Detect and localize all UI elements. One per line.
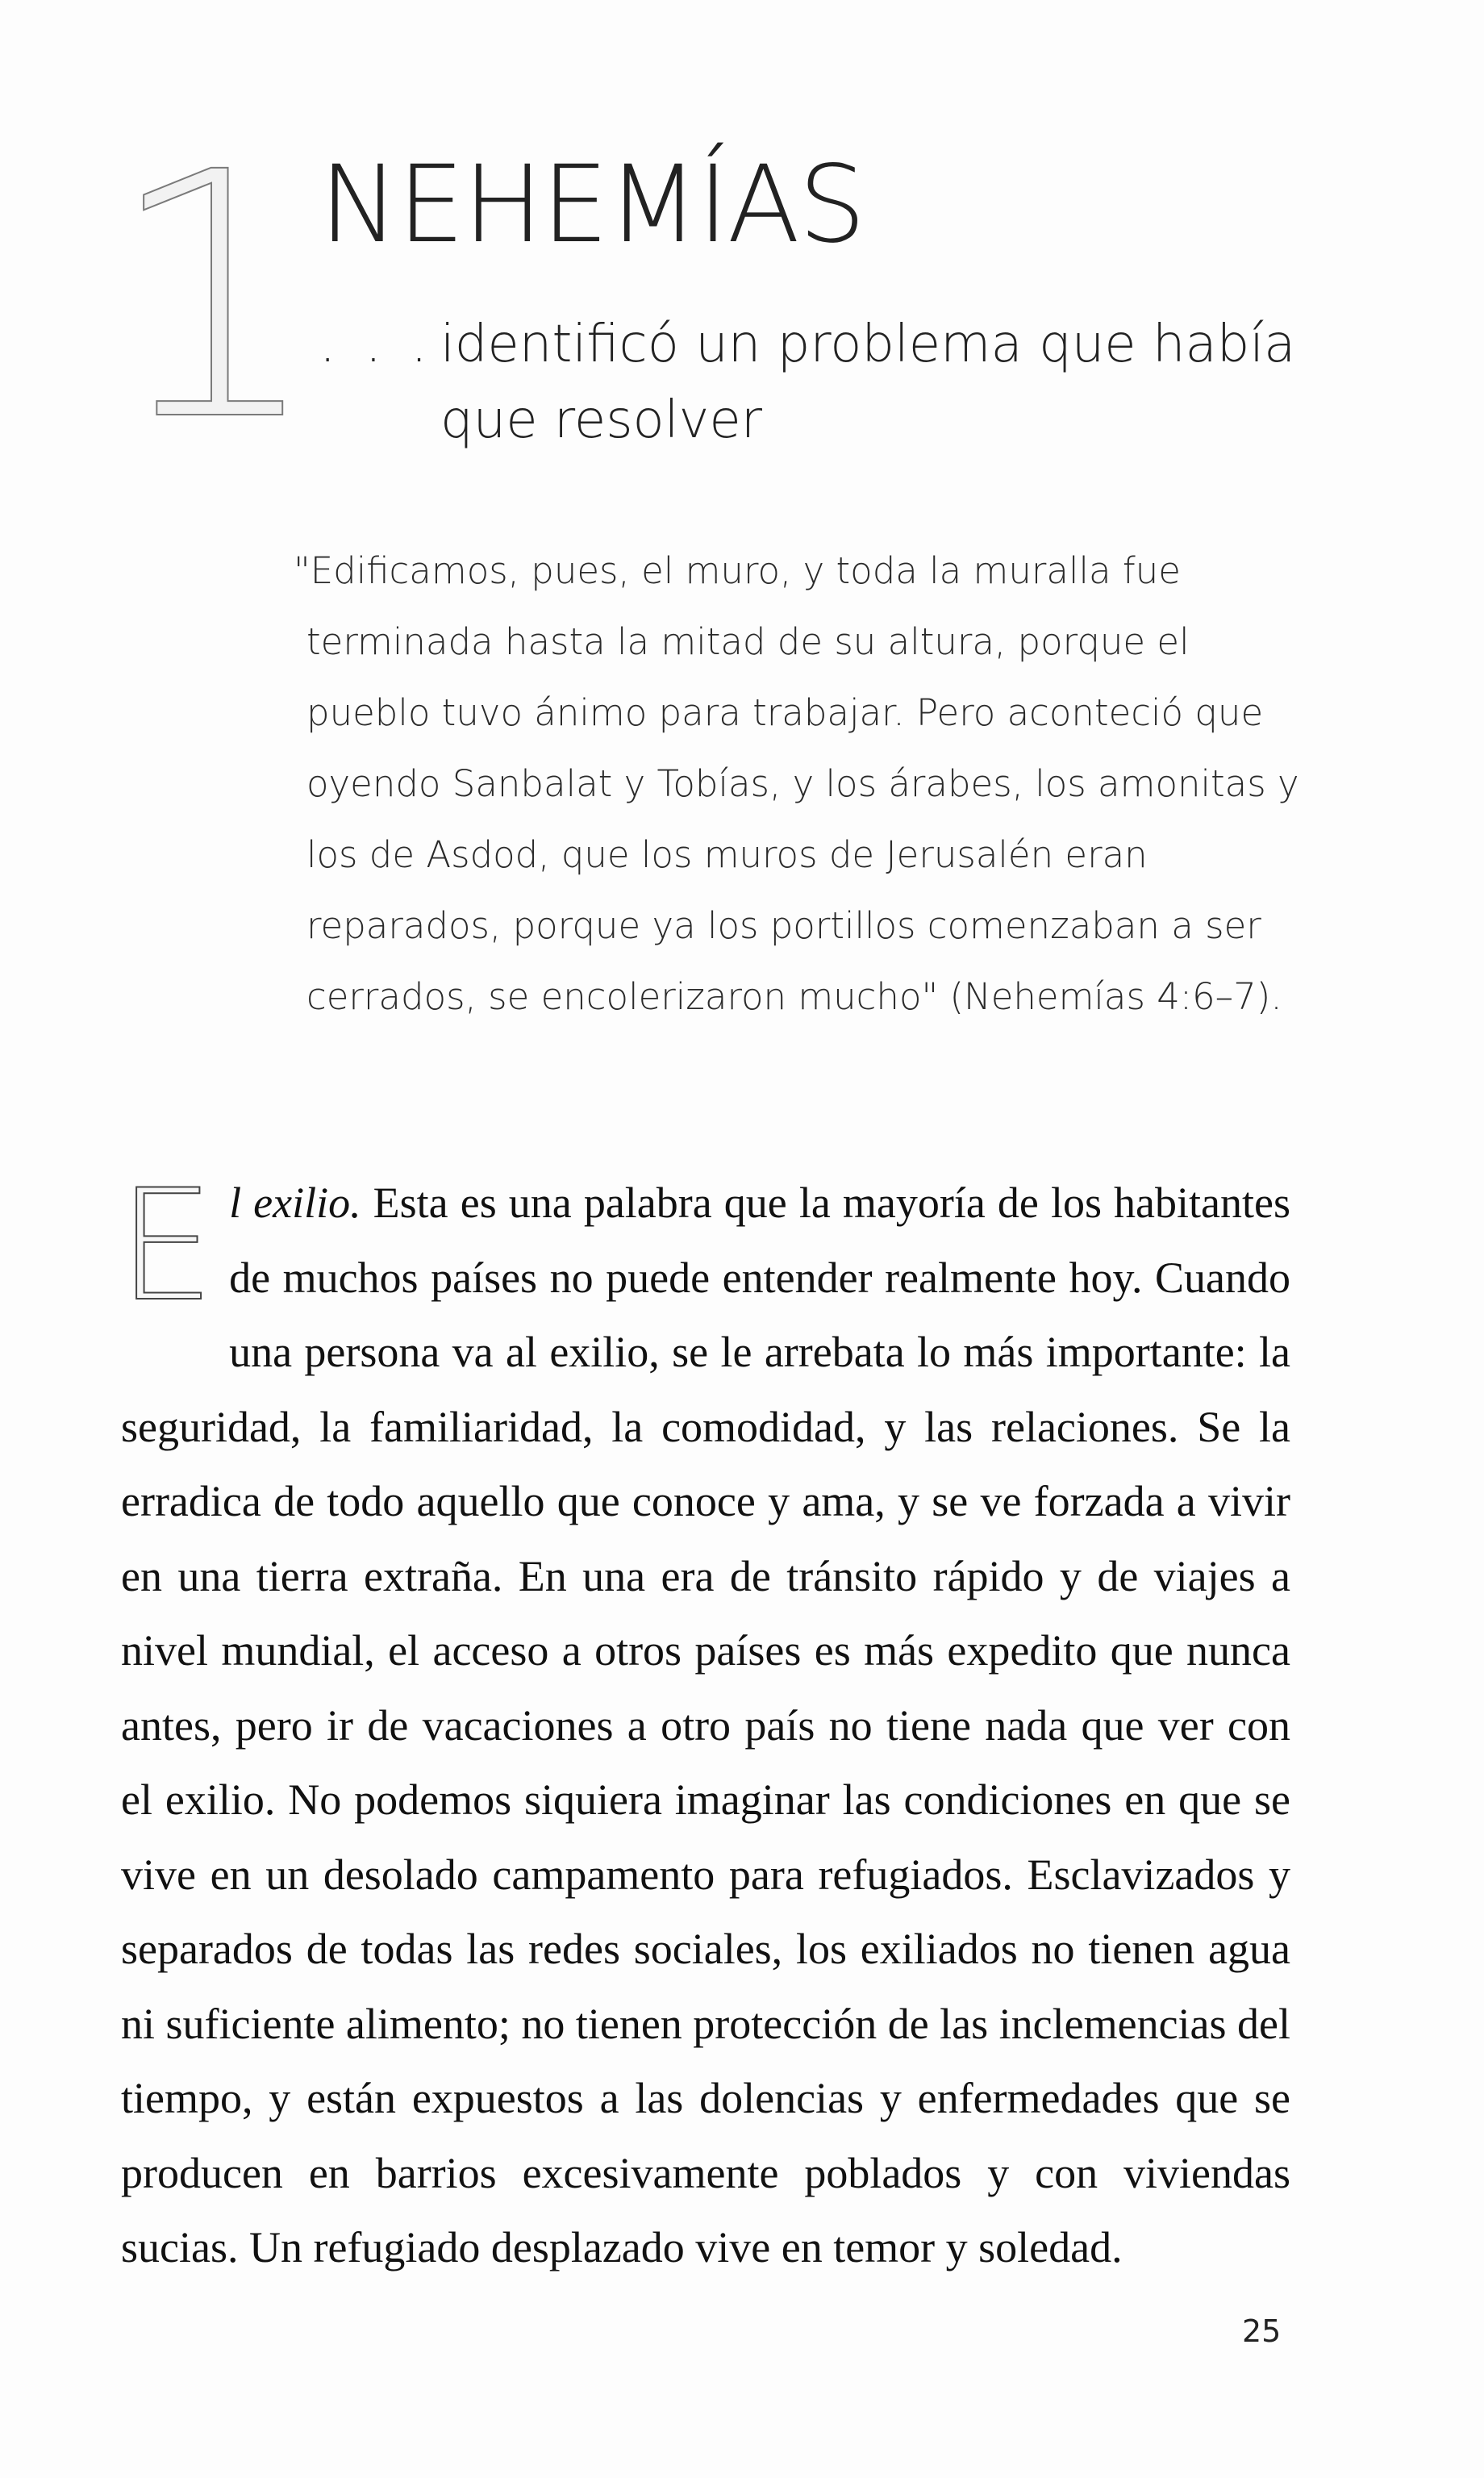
body-paragraph <box>118 1157 1290 2285</box>
drop-cap: E <box>118 1157 215 1335</box>
chapter-number: 1 <box>106 101 323 495</box>
subtitle-line-1: identificó un problema que había <box>440 315 1296 374</box>
lead-italic: l exilio. <box>229 1179 361 1227</box>
chapter-title: NEHEMÍAS <box>319 143 865 267</box>
subtitle-ellipsis: . . . <box>319 315 434 374</box>
subtitle-line-2: que resolver <box>440 390 763 450</box>
chapter-subtitle <box>319 307 1368 458</box>
page-number: 25 <box>1242 2313 1282 2349</box>
epigraph-quote: "Edificamos, pues, el muro, y toda la muralla fue terminada hasta la mitad de su altura, porque el pueblo tuvo ánimo para trabajar. Pero aconteció que oyendo Sanbalat y Tobías, y los árabes, los amonitas y los de Asdod, que los muros de Jerusalén eran reparados, porque ya los portillos comenzaban a ser cerrados, se encolerizaron mucho" (Nehemías 4:6–7). <box>294 549 1299 1018</box>
body-text: Esta es una palabra que la mayoría de los habitantes de muchos países no puede entender realmente hoy. Cuando una persona va al exilio, se le arrebata lo más importante: la seguridad, la familiaridad, la comodidad, y las relaciones. Se la erradica de todo aquello que conoce y ama, y se ve forzada a vivir en una tierra extraña. En una era de tránsito rápido y de viajes a nivel mundial, el acceso a otros países es más expedito que nunca antes, pero ir de vacaciones a otro país no tiene nada que ver con el exilio. No podemos siquiera imaginar las condiciones en que se vive en un desolado campamento para refugiados. Esclavizados y separados de todas las redes sociales, los exiliados no tienen agua ni suficiente alimento; no tienen protección de las inclemencias del tiempo, y están expuestos a las dolencias y enfermedades que se producen en barrios excesivamente poblados y con viviendas sucias. Un refugiado desplazado vive en temor y soledad. <box>121 1179 1290 2272</box>
